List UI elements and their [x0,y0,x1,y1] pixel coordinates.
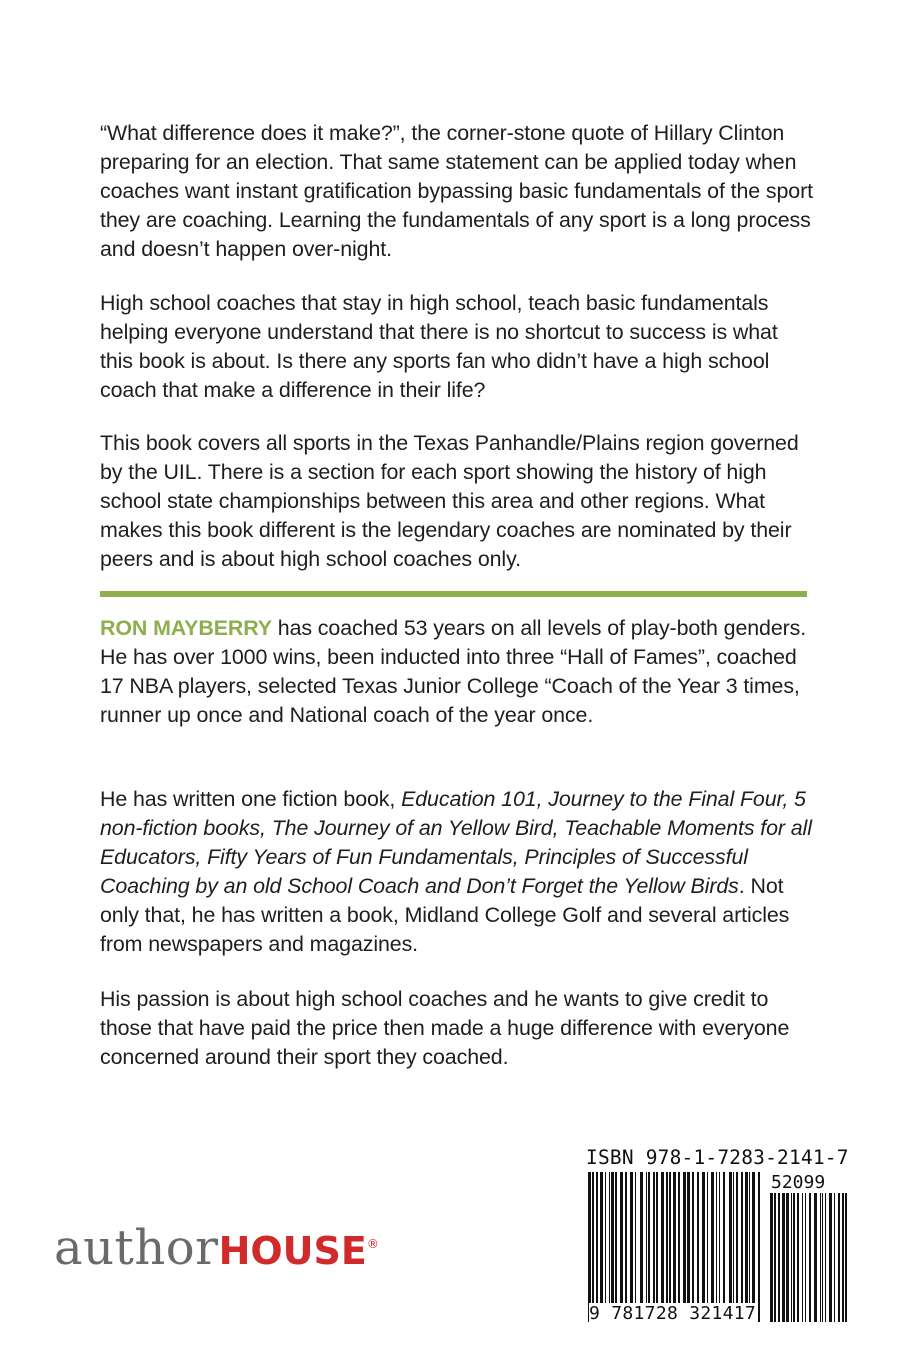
logo-house-text: HOUSE [218,1229,367,1273]
logo-author-text: author [54,1220,219,1276]
author-bio-text: has coached 53 years on all levels of play-both genders. He has over 1000 wins, been inducted into three “Hall of Fames”, coached 17 NBA players, selected Texas Junior College “Coach of the Year 3 times, runner up once and National coach of the year once. [100,616,807,727]
barcode-digits: 9 781728 321417 [589,1303,757,1324]
isbn-label: ISBN 978-1-7283-2141-7 [586,1146,849,1169]
books-intro: He has written one fiction book, [100,787,402,811]
books-paragraph [100,785,815,959]
books-rest: . Not only that, he has written a book, Midland College Golf and several articles from newspapers and magazines. [100,874,790,956]
price-code: 52099 [771,1172,826,1193]
blurb-paragraph-1: “What difference does it make?”, the corner-stone quote of Hillary Clinton preparing for an election. That same statement can be applied today when coaches want instant gratification bypassing basic fundamentals of the sport they are coaching. Learning the fundamentals of any sport is a long process and doesn’t happen over-night. [100,121,813,261]
author-bio-paragraph [100,614,815,730]
isbn-barcode [588,1172,760,1322]
blurb-paragraph-3: This book covers all sports in the Texas Panhandle/Plains region governed by the UIL. There is a section for each sport showing the history of high school state championships between this area and other regions. What makes this book different is the legendary coaches are nominated by their peers and is about high school coaches only. [100,431,799,571]
author-name: RON MAYBERRY [100,616,272,640]
publisher-logo [54,1220,379,1276]
book-titles: Education 101, Journey to the Final Four, 5 non-fiction books, The Journey of an Yellow Bird, Teachable Moments for all Educators, Fifty Years of Fun Fundamentals, Principles of Successful Coaching by an old School Coach and Don’t Forget the Yellow Birds [100,787,812,898]
registered-mark: ® [366,1236,379,1251]
section-divider [100,591,807,597]
price-barcode [770,1193,850,1322]
closing-paragraph: His passion is about high school coaches and he wants to give credit to those that have paid the price then made a huge difference with everyone concerned around their sport they coached. [100,987,790,1069]
blurb-paragraph-2: High school coaches that stay in high school, teach basic fundamentals helping everyone understand that there is no shortcut to success is what this book is about. Is there any sports fan who didn’t have a high school coach that make a difference in their life? [100,291,778,402]
